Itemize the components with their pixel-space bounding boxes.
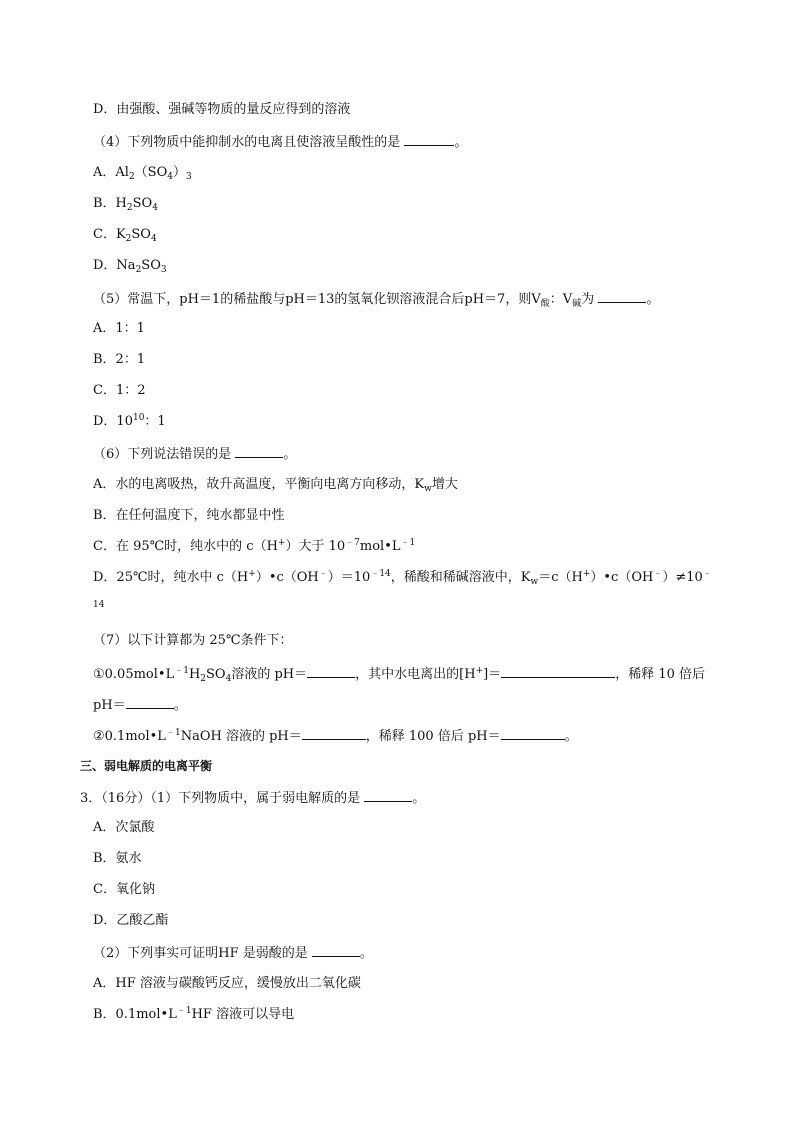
option-4a: A．$Al_2(SO_4)_3$ bbox=[93, 165, 192, 182]
option-4d: D．$Na_2SO_3$ bbox=[93, 258, 167, 275]
answer-blank[interactable] bbox=[364, 788, 412, 802]
option-6d: D．25℃时，纯水中 $c(H^+)•c(OH^﹣)=10^{﹣14}$，稀酸和稀碱溶液中，$K_w=c(H^+)•c(OH^﹣)\ne 10^﹣$ bbox=[93, 569, 712, 587]
question-7-part-1-continued: pH＝ 。 bbox=[93, 695, 187, 715]
option-6a: A．水的电离吸热，故升高温度，平衡向电离方向移动，$K_w$增大 bbox=[93, 477, 458, 494]
option-4c: C．$K_2SO_4$ bbox=[93, 227, 157, 244]
answer-blank[interactable] bbox=[235, 444, 283, 458]
option-5c: C．1：2 bbox=[93, 383, 146, 398]
option-3-2a: A．HF 溶液与碳酸钙反应，缓慢放出二氧化碳 bbox=[93, 976, 361, 991]
answer-blank[interactable] bbox=[302, 726, 366, 740]
question-7-part-2: $②0.1mol•L^{﹣1}NaOH$ 溶液的 pH＝ ，稀释 100 倍后 pH＝ 。 bbox=[93, 728, 578, 744]
option-3-1b: B．氨水 bbox=[93, 851, 142, 866]
option-6c: C．在 95℃时，纯水中的 c（H+）大于 $10^{﹣7}mol•L^{﹣1}$ bbox=[93, 538, 416, 554]
question-3-2: （2）下列事实可证明HF 是弱酸的是 。 bbox=[93, 943, 373, 963]
option-3-2b: B．$0.1mol•L^{﹣1}HF$ 溶液可以导电 bbox=[93, 1006, 295, 1022]
answer-blank[interactable] bbox=[404, 132, 454, 146]
option-3-1c: C．氧化钠 bbox=[93, 882, 155, 897]
answer-blank[interactable] bbox=[598, 289, 646, 303]
question-7: （7）以下计算都为 25℃条件下： bbox=[93, 633, 293, 648]
option-4b: B．$H_2SO_4$ bbox=[93, 196, 158, 213]
answer-blank[interactable] bbox=[501, 726, 565, 740]
question-3-1: 3．（16分）（1）下列物质中，属于弱电解质的是 。 bbox=[80, 788, 425, 808]
question-6: （6）下列说法错误的是 。 bbox=[93, 444, 296, 464]
question-4: （4）下列物质中能抑制水的电离且使溶液呈酸性的是 。 bbox=[93, 132, 467, 152]
answer-blank[interactable] bbox=[307, 664, 355, 678]
option-5b: B．2：1 bbox=[93, 352, 146, 367]
answer-blank[interactable] bbox=[501, 664, 615, 678]
option-6b: B．在任何温度下，纯水都显中性 bbox=[93, 508, 285, 523]
option-d-q3 bbox=[93, 101, 350, 119]
option-6d-continued: 14 bbox=[93, 600, 105, 610]
option-5a: A．1：1 bbox=[93, 321, 145, 336]
option-5d: D．$10^{10}$：1 bbox=[93, 413, 166, 429]
question-5: （5）常温下，pH＝1的稀盐酸与pH＝13的氢氧化钡溶液混合后pH＝7，则$V_酸$：$V_碱$为 。 bbox=[93, 289, 659, 309]
option-3-1d: D．乙酸乙酯 bbox=[93, 913, 169, 928]
section-heading: 三、弱电解质的电离平衡 bbox=[80, 759, 213, 773]
question-7-part-1: $①0.05mol•L^{﹣1}H_2SO_4$溶液的 pH＝ ，其中水电离出的[H+]＝ ，稀释 10 倍后 bbox=[93, 666, 705, 684]
question-text: （4）下列物质中能抑制水的电离且使溶液呈酸性的是 bbox=[93, 135, 401, 150]
answer-blank[interactable] bbox=[126, 695, 174, 709]
answer-blank[interactable] bbox=[312, 943, 360, 957]
option-3-1a: A．次氯酸 bbox=[93, 820, 155, 835]
option-text: D．由强酸、强碱等物质的量反应得到的溶液 bbox=[93, 102, 351, 117]
